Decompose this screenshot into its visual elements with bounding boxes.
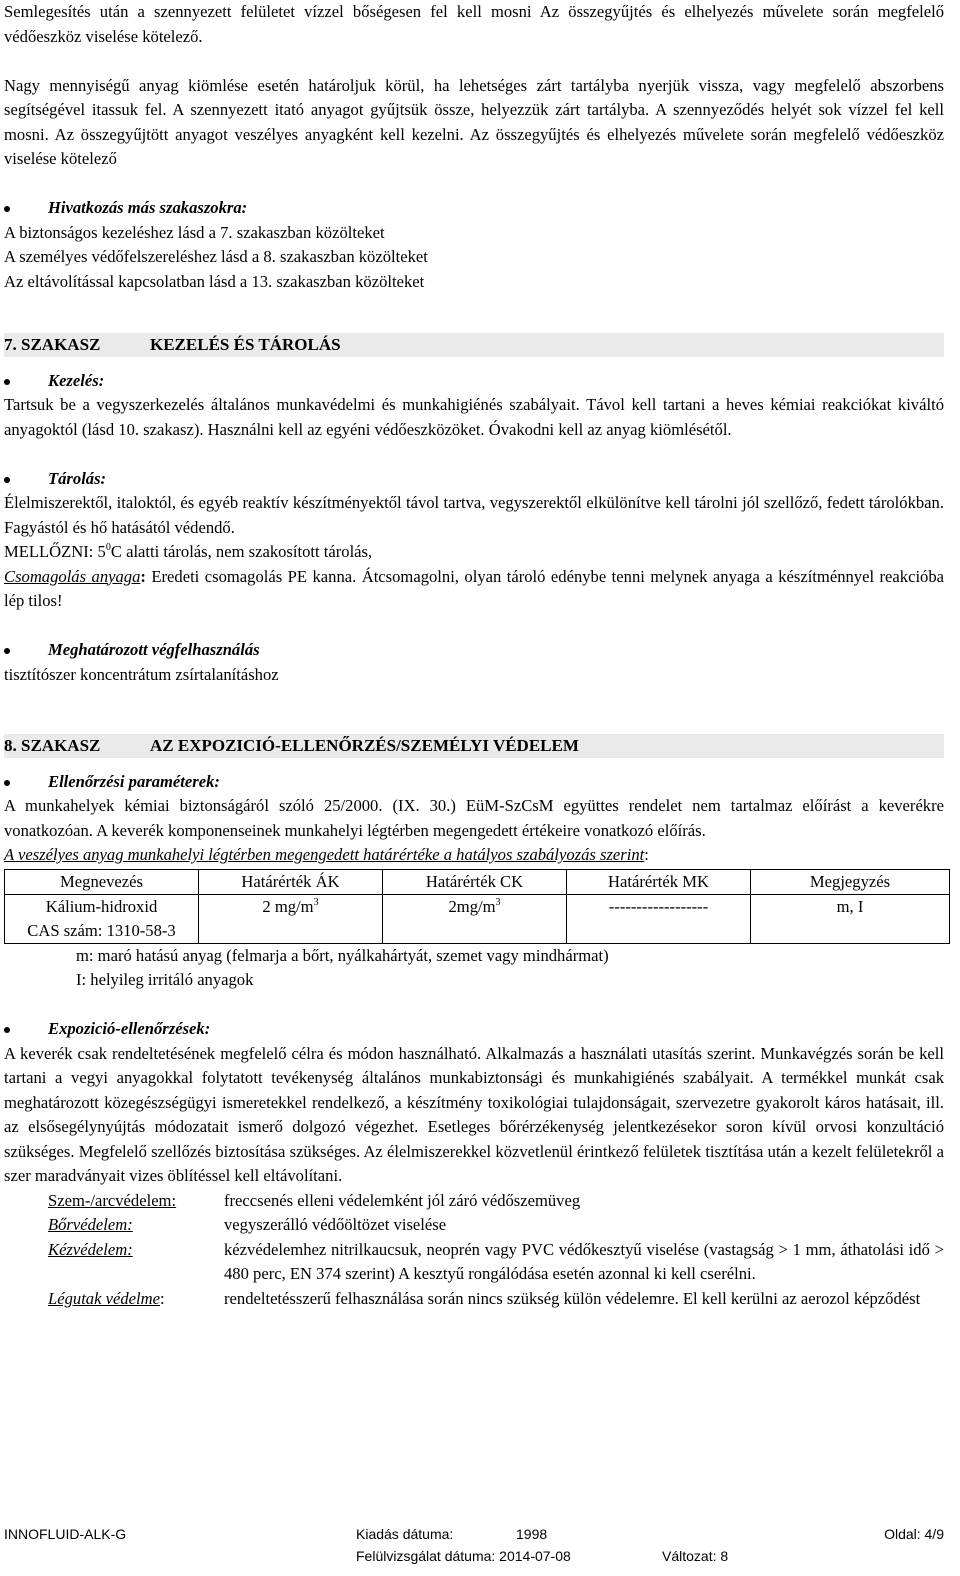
references-heading: Hivatkozás más szakaszokra: — [4, 196, 944, 221]
footer-product: INNOFLUID-ALK-G — [4, 1526, 127, 1542]
table-header: Határérték ÁK — [199, 869, 383, 894]
storage-avoid — [4, 540, 944, 565]
section-8-heading — [4, 734, 944, 758]
avoid-suffix: C alatti tárolás, nem szakosított tárolás, — [110, 542, 373, 561]
ppe-row-respiratory — [4, 1287, 944, 1312]
packaging-line — [4, 565, 944, 614]
end-use-heading: Meghatározott végfelhasználás — [4, 638, 944, 663]
limit-ak: 2 mg/m — [262, 896, 314, 916]
ppe-label-colon: : — [159, 1288, 165, 1308]
ppe-label: Bőrvédelem: — [48, 1215, 133, 1234]
unit-superscript: 3 — [495, 896, 501, 908]
end-use-text: tisztítószer koncentrátum zsírtalanításhoz — [4, 664, 279, 684]
limit-mk-cell: ------------------ — [567, 894, 751, 943]
storage-text: Élelmiszerektől, italoktól, és egyéb reaktív készítményektől távol tartva, vegyszerektől elkülönítve kell tárolni jól szellőző, fedett tárolókban. Fagyástól és hő hatásától védendő. — [4, 493, 944, 537]
limit-caption-colon: : — [644, 845, 649, 864]
ppe-row-skin — [4, 1213, 944, 1238]
ppe-value: freccsenés elleni védelemként jól záró védőszemüveg — [224, 1190, 581, 1210]
paragraph-neutralization: Semlegesítés után a szennyezett felületet vízzel bőségesen fel kell mosni Az összegyűjtés és elhelyezés művelete során megfelelő védőeszköz viselése kötelező. — [4, 2, 944, 46]
page-footer — [4, 1523, 944, 1567]
footer-version: Változat: 8 — [662, 1548, 729, 1564]
control-parameters-text: A munkahelyek kémiai biztonságáról szóló 25/2000. (IX. 30.) EüM-SzCsM együttes rendelet nem tartalmaz előírást a keverékre vonatkozóan. A keverék komponenseinek munkahelyi légtérben megengedett értékeire vonatkozó előírás. — [4, 796, 944, 840]
table-row — [5, 894, 950, 943]
section-8-number: 8. SZAKASZ — [4, 735, 101, 755]
limit-ck: 2mg/m — [448, 896, 496, 916]
footer-review-date: Felülvizsgálat dátuma: 2014-07-08 — [356, 1548, 571, 1564]
ppe-label: Szem-/arcvédelem: — [48, 1190, 177, 1210]
reference-line: Az eltávolítással kapcsolatban lásd a 13. szakaszban közölteket — [4, 271, 425, 291]
table-header: Megjegyzés — [751, 869, 950, 894]
paragraph-large-spill: Nagy mennyiségű anyag kiömlése esetén határoljuk körül, ha lehetséges zárt tartályba nyerjük vissza, vagy megfelelő abszorbens segítségével itassuk fel. A szennyezett itató anyagot gyűjtsük össze, helyezzük zárt tartályba. A szennyeződés helyét sok vízzel fel kell mosni. Az összegyűjtött anyagot veszélyes anyagként kell kezelni. Az összegyűjtés és elhelyezés művelete során megfelelő védőeszköz viselése kötelező — [4, 75, 944, 168]
reference-line: A biztonságos kezeléshez lásd a 7. szakaszban közölteket — [4, 222, 385, 242]
table-note: I: helyileg irritáló anyagok — [76, 970, 254, 989]
packaging-text: Eredeti csomagolás PE kanna. Átcsomagolni, olyan tároló edénybe tenni melynek anyaga a készítménnyel reakcióba lép tilos! — [4, 566, 945, 610]
ppe-value: vegyszerálló védőöltözet viselése — [224, 1215, 447, 1234]
limit-caption — [4, 843, 944, 868]
footer-issue-label: Kiadás dátuma: — [356, 1526, 454, 1542]
exposure-controls-text: A keverék csak rendeltetésének megfelelő célra és módon használható. Alkalmazás a használati utasítás szerint. Munkavégzés során be kell tartani a vegyi anyagokkal folytatott tevékenység általános munkabiztonsági és munkahigiénés szabályait. A termékkel munkát csak meghatározott közegészségügyi ismeretekkel rendelkező, a készítmény toxikológiai tulajdonságait, szervezetre gyakorolt káros hatásait, ill. az elsősegélynyújtás módozatait ismerő dolgozó végezhet. Esetleges bőrérzékenység jelentkezésekor soron kívül orvosi konzultáció szükséges. Megfelelő szellőzés biztosítása szükséges. Az élelmiszerekkel közvetlenül érintkező felületek tisztítása után a kezelt felületekről a szer maradványait vizes öblítéssel kell eltávolítani. — [4, 1043, 944, 1185]
ppe-label: Kézvédelem: — [48, 1239, 133, 1259]
substance-name-cell — [5, 894, 199, 943]
packaging-colon: : — [140, 566, 146, 586]
exposure-limits-table — [4, 869, 950, 944]
limit-ak-cell — [199, 894, 383, 943]
section-7-heading — [4, 333, 944, 357]
section-7-title: KEZELÉS ÉS TÁROLÁS — [150, 334, 341, 354]
ppe-row-hand — [4, 1238, 944, 1287]
degree-superscript: 0 — [105, 542, 111, 553]
exposure-controls-heading: Expozició-ellenőrzések: — [4, 1017, 944, 1042]
footer-page-number: Oldal: 4/9 — [884, 1526, 944, 1542]
table-header: Megnevezés — [5, 869, 199, 894]
table-header: Határérték MK — [567, 869, 751, 894]
remark-cell: m, I — [751, 894, 950, 943]
substance-name: Kálium-hidroxid — [45, 896, 158, 916]
unit-superscript: 3 — [313, 896, 319, 908]
table-header-row — [5, 869, 950, 894]
table-note: m: maró hatású anyag (felmarja a bőrt, nyálkahártyát, szemet vagy mindhármat) — [76, 945, 609, 965]
avoid-prefix: MELLŐZNI: 5 — [4, 542, 106, 561]
storage-heading: Tárolás: — [4, 467, 944, 492]
section-7-number: 7. SZAKASZ — [4, 334, 101, 354]
ppe-label: Légutak védelme — [48, 1288, 160, 1308]
handling-heading: Kezelés: — [4, 369, 944, 394]
limit-ck-cell — [383, 894, 567, 943]
ppe-value: rendeltetésszerű felhasználása során nincs szükség külön védelemre. El kell kerülni az aerozol képződést — [224, 1288, 921, 1308]
footer-issue-value: 1998 — [516, 1526, 548, 1542]
ppe-row-eye — [4, 1189, 944, 1214]
cas-number: CAS szám: 1310-58-3 — [27, 920, 176, 940]
packaging-label: Csomagolás anyaga — [4, 566, 141, 586]
table-header: Határérték CK — [383, 869, 567, 894]
control-parameters-heading: Ellenőrzési paraméterek: — [4, 770, 944, 795]
document-page — [4, 0, 944, 1311]
limit-caption-text: A veszélyes anyag munkahelyi légtérben megengedett határértéke a hatályos szabályozás szerint — [4, 845, 645, 864]
section-8-title: AZ EXPOZICIÓ-ELLENŐRZÉS/SZEMÉLYI VÉDELEM — [150, 735, 579, 755]
reference-line: A személyes védőfelszereléshez lásd a 8. szakaszban közölteket — [4, 247, 428, 266]
ppe-value: kézvédelemhez nitrilkaucsuk, neoprén vagy PVC védőkesztyű viselése (vastagság > 1 mm, áthatolási idő > 480 perc, EN 374 szerint) A kesztyű rongálódása esetén azonnal ki kell cserélni. — [224, 1239, 944, 1283]
handling-text: Tartsuk be a vegyszerkezelés általános munkavédelmi és munkahigiénés szabályait. Távol kell tartani a heves kémiai reakciókat kiváltó anyagoktól (lásd 10. szakasz). Használni kell az egyéni védőeszközöket. Óvakodni kell az anyag kiömlésétől. — [4, 395, 944, 439]
